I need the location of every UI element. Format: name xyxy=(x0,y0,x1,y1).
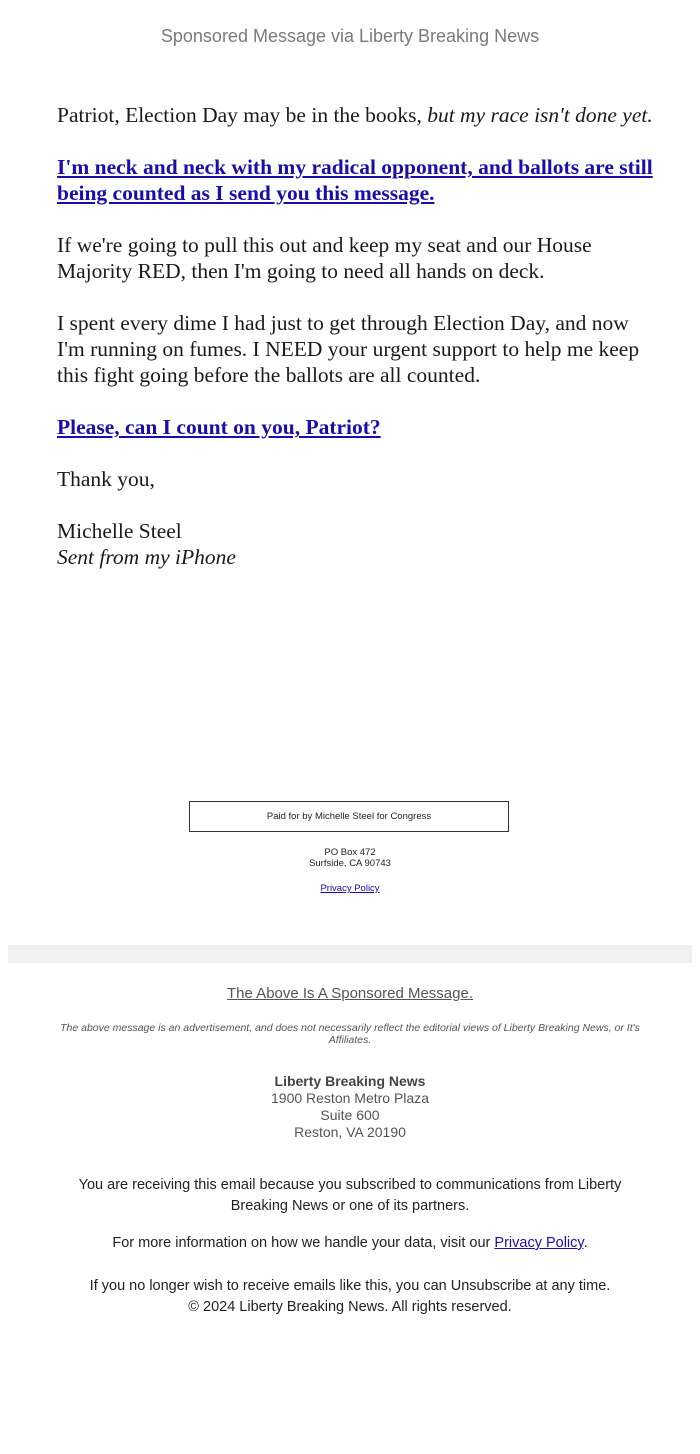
donate-link-headline[interactable]: I'm neck and neck with my radical opponent, and ballots are still being counted as I send you this message. xyxy=(57,155,653,205)
subscription-notice: You are receiving this email because you subscribed to communications from Liberty Breaking News or one of its partners. xyxy=(78,1177,622,1214)
company-name: Liberty Breaking News xyxy=(274,1073,426,1089)
campaign-privacy-link[interactable]: Privacy Policy xyxy=(320,883,380,894)
data-info-line: For more information on how we handle your data, visit our Privacy Policy. xyxy=(112,1235,588,1251)
advertisement-disclaimer: The above message is an advertisement, and does not necessarily reflect the editorial views of Liberty Breaking News, or It's Affiliates. xyxy=(60,1022,640,1046)
signature-name: Michelle Steel xyxy=(57,519,182,543)
campaign-address-line1: PO Box 472 xyxy=(324,847,376,858)
thanks-line: Thank you, xyxy=(57,467,155,491)
sponsored-message-label: The Above Is A Sponsored Message. xyxy=(227,985,473,1002)
paragraph-urgent-support: I spent every dime I had just to get through Election Day, and now I'm running on fumes. I NEED your urgent support to help me keep this fight going before the ballots are all counted. xyxy=(57,311,640,387)
unsubscribe-block xyxy=(0,1276,700,1317)
intro-paragraph xyxy=(57,102,657,128)
paid-for-text: Paid for by Michelle Steel for Congress xyxy=(266,811,432,822)
intro-text: Patriot, Election Day may be in the books, xyxy=(57,103,428,127)
company-address-line1: 1900 Reston Metro Plaza xyxy=(271,1090,429,1106)
company-address-line2: Suite 600 xyxy=(320,1107,380,1123)
paid-for-box xyxy=(189,801,509,832)
campaign-address xyxy=(0,848,700,869)
company-block xyxy=(0,1073,700,1141)
sponsored-header: Sponsored Message via Liberty Breaking News xyxy=(160,26,540,46)
donate-link-count-on-you[interactable]: Please, can I count on you, Patriot? xyxy=(57,415,381,439)
letter-body xyxy=(57,102,657,570)
campaign-address-line2: Surfside, CA 90743 xyxy=(309,857,391,869)
paragraph-all-hands: If we're going to pull this out and keep my seat and our House Majority RED, then I'm going to need all hands on deck. xyxy=(57,233,592,283)
footer-privacy-link[interactable]: Privacy Policy xyxy=(494,1235,584,1251)
sent-from-line: Sent from my iPhone xyxy=(57,545,236,569)
unsubscribe-text: If you no longer wish to receive emails like this, you can Unsubscribe at any time. xyxy=(89,1278,611,1294)
campaign-privacy xyxy=(0,883,700,894)
intro-italic: but my race isn't done yet. xyxy=(427,103,653,127)
footer-divider xyxy=(8,945,692,963)
copyright-text: © 2024 Liberty Breaking News. All rights reserved. xyxy=(188,1298,512,1315)
company-address-line3: Reston, VA 20190 xyxy=(294,1124,406,1140)
